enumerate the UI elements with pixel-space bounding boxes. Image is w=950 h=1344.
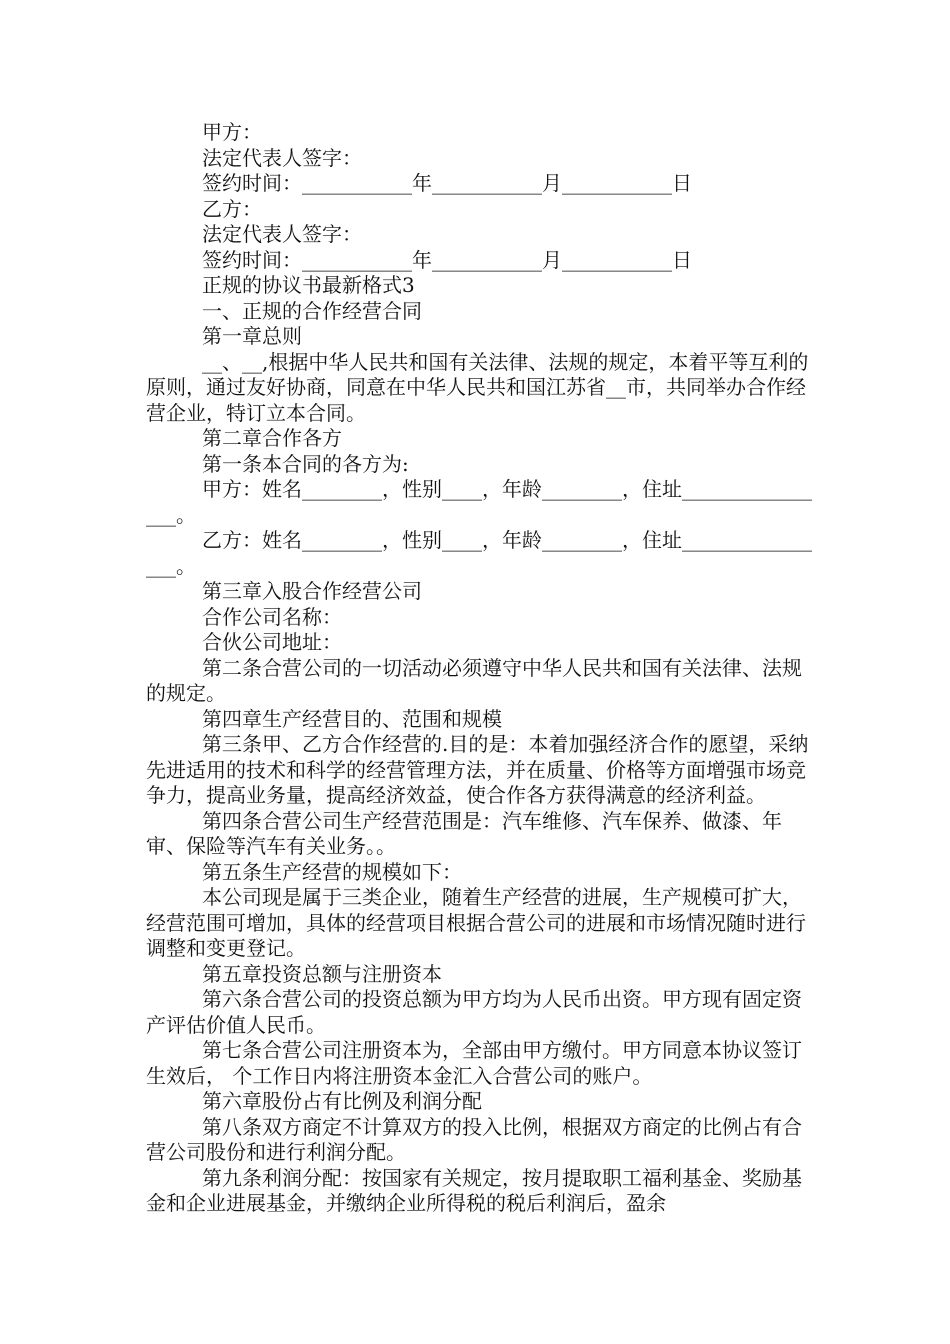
paragraph: 本公司现是属于三类企业，随着生产经营的进展，生产规模可扩大，经营范围可增加，具体的经营项目根据合营公司的进展和市场情况随时进行调整和变更登记。 — [146, 885, 806, 960]
article: 第五条生产经营的规模如下： — [202, 859, 462, 884]
party-b-details: 乙方：姓名________，性别____，年龄________，住址________________。 — [146, 528, 812, 578]
chapter-heading: 第二章合作各方 — [202, 426, 342, 450]
chapter-heading: 第五章投资总额与注册资本 — [202, 961, 442, 986]
party-b-label: 乙方： — [202, 196, 262, 221]
article: 第二条合营公司的一切活动必须遵守中华人民共和国有关法律、法规的规定。 — [146, 655, 802, 705]
chapter-heading: 第一章总则 — [202, 324, 302, 348]
chapter-heading: 第四章生产经营目的、范围和规模 — [202, 706, 502, 731]
chapter-heading: 第六章股份占有比例及利润分配 — [202, 1089, 482, 1113]
party-b-representative-signature: 法定代表人签字： — [202, 222, 362, 246]
article: 第八条双方商定不计算双方的投入比例，根据双方商定的比例占有合营公司股份和进行利润分配。 — [146, 1114, 802, 1164]
article: 第六条合营公司的投资总额为甲方均为人民币出资。甲方现有固定资产评估价值人民币。 — [146, 987, 802, 1037]
party-a-representative-signature: 法定代表人签字： — [202, 145, 362, 170]
article: 第九条利润分配：按国家有关规定，按月提取职工福利基金、奖励基金和企业进展基金，并缴纳企业所得税的税后利润后，盈余 — [146, 1165, 802, 1215]
company-name-field: 合作公司名称： — [202, 604, 342, 629]
party-a-label: 甲方： — [202, 120, 262, 144]
paragraph: __、__,根据中华人民共和国有关法律、法规的规定，本着平等互利的原则，通过友好协商，同意在中华人民共和国江苏省__市，共同举办合作经营企业，特订立本合同。 — [146, 349, 809, 425]
chapter-heading: 第三章入股合作经营公司 — [202, 579, 422, 603]
company-address-field: 合伙公司地址： — [202, 630, 342, 654]
document-body — [146, 120, 816, 1217]
party-a-signing-date: 签约时间：___________年___________月___________日 — [202, 171, 692, 195]
article: 第一条本合同的各方为: — [202, 451, 409, 476]
section-title: 正规的协议书最新格式3 — [202, 273, 415, 297]
party-a-details: 甲方：姓名________，性别____，年龄________，住址________________。 — [146, 477, 812, 527]
article: 第三条甲、乙方合作经营的.目的是：本着加强经济合作的愿望，采纳先进适用的技术和科学的经营管理方法，并在质量、价格等方面增强市场竞争力，提高业务量，提高经济效益，使合作各方获得满意的经济利益。 — [146, 732, 809, 807]
article: 第七条合营公司注册资本为，全部由甲方缴付。甲方同意本协议签订生效后， 个工作日内将注册资本金汇入合营公司的账户。 — [146, 1038, 802, 1088]
contract-title: 一、正规的合作经营合同 — [202, 298, 422, 323]
party-b-signing-date: 签约时间：___________年___________月___________日 — [202, 247, 692, 272]
article: 第四条合营公司生产经营范围是：汽车维修、汽车保养、做漆、年审、保险等汽车有关业务。。 — [146, 808, 782, 858]
